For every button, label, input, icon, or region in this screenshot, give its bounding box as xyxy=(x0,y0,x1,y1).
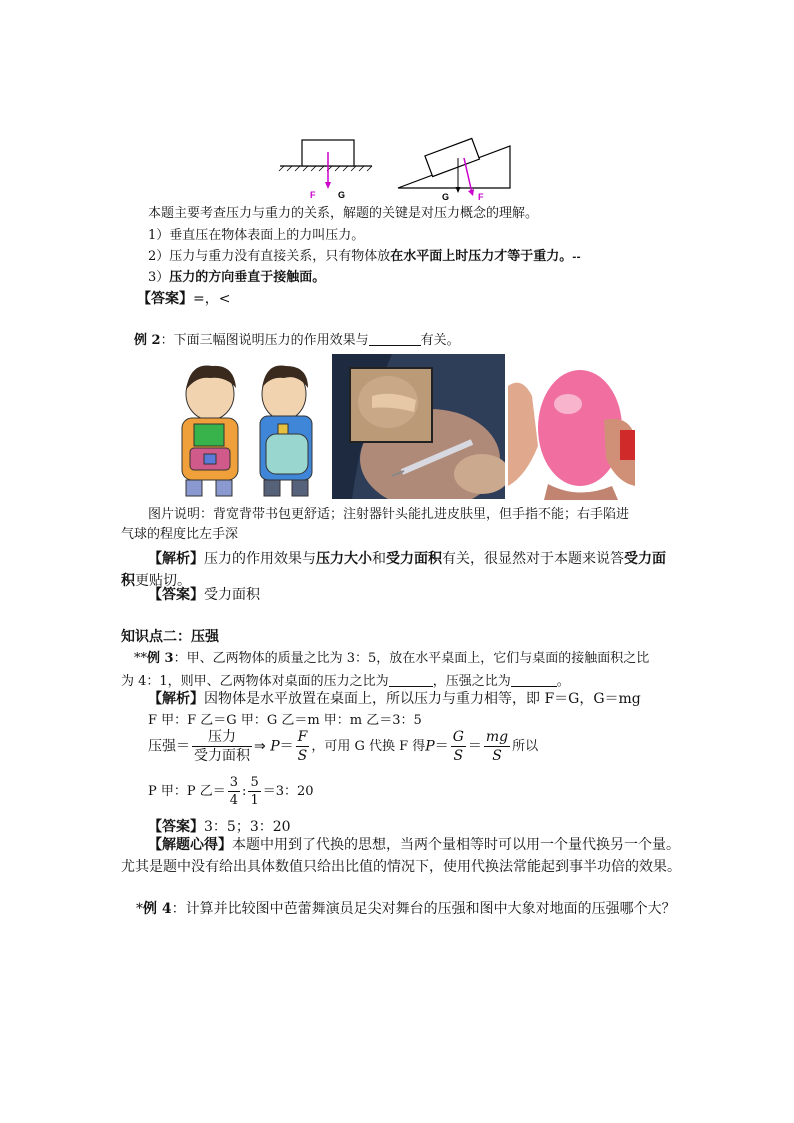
equals-2: ＝ xyxy=(434,738,449,755)
block-right xyxy=(425,138,480,176)
example-3-jiexi-label: 【解析】 xyxy=(148,691,204,707)
jiexi-bold-2: 受力面积 xyxy=(386,551,442,567)
blank-pressure-ratio[interactable] xyxy=(511,674,557,687)
frac-den-area: 受力面积 xyxy=(194,748,250,764)
fraction-3-over-4 xyxy=(228,776,240,807)
example-3-text-b3: 。 xyxy=(556,674,570,689)
example-4-text: ：计算并比较图中芭蕾舞演员足尖对舞台的压强和图中大象对地面的压强哪个大？ xyxy=(171,901,676,917)
formula-tail-text: 所以 xyxy=(512,739,539,754)
frac-den-4: 4 xyxy=(229,793,239,808)
analysis-point-3 xyxy=(148,271,325,284)
answer-2 xyxy=(148,588,260,602)
example-2-text-a: ：下面三幅图说明压力的作用效果与 xyxy=(160,333,369,348)
formula-lhs: 压强＝ xyxy=(148,738,190,755)
symbol-p-1: P xyxy=(270,738,280,755)
answer-1 xyxy=(137,292,230,306)
label-f-left: F xyxy=(310,190,316,200)
point-2-bold: 在水平面上时压力才等于重力。 xyxy=(390,249,573,264)
formula-mid-text: ，可用 G 代换 F 得 xyxy=(311,739,426,754)
jiexi-bold-1: 压力大小 xyxy=(316,551,372,567)
example-3-text-a: ：甲、乙两物体的质量之比为 3：5，放在水平桌面上，它们与桌面的接触面积之比 xyxy=(173,651,650,666)
incline-diagram xyxy=(398,138,510,200)
example-3-ratio-line: F 甲：F 乙＝G 甲：G 乙＝m 甲：m 乙＝3：5 xyxy=(148,713,422,728)
example-3-jiexi-text: 因物体是水平放置在桌面上，所以压力与重力相等，即 F＝G，G＝mg xyxy=(204,691,641,707)
answer-3-label: 【答案】 xyxy=(148,819,204,835)
example-3-text-b2: ，压强之比为 xyxy=(432,674,511,689)
point-3-bold: 压力的方向垂直于接触面。 xyxy=(169,270,326,285)
example-3-stars: ** xyxy=(134,651,147,666)
answer-1-label: 【答案】 xyxy=(137,291,193,307)
solving-insight-text-a: 本题中用到了代换的思想，当两个量相等时可以用一个量代换另一个量。 xyxy=(232,837,680,853)
analysis-point-2 xyxy=(148,250,581,263)
pressure-ratio-formula xyxy=(148,776,314,807)
example-2-analysis-line-2 xyxy=(121,574,191,588)
fraction-5-over-1 xyxy=(248,776,260,807)
equals-3: ＝ xyxy=(467,738,482,755)
jiexi-bold-3: 受力面 xyxy=(624,551,666,567)
point-2-mark: -- xyxy=(572,252,581,263)
solving-insight-label: 【解题心得】 xyxy=(148,837,232,853)
analysis-point-1: 1）垂直压在物体表面上的力叫压力。 xyxy=(148,228,365,243)
section-2-title: 知识点二：压强 xyxy=(121,629,219,645)
frac-num-mg: mg xyxy=(485,729,509,745)
implies-arrow: ⇒ xyxy=(254,738,266,755)
example-2-question xyxy=(134,333,460,347)
frac-den-s-1: S xyxy=(297,748,308,764)
example-3-line-1 xyxy=(134,652,649,665)
example-3-line-2 xyxy=(121,674,570,688)
frac-num-5: 5 xyxy=(250,775,259,790)
jiexi-bold-4: 积 xyxy=(121,573,135,589)
example-2-blank[interactable] xyxy=(369,333,421,346)
example-2-text-b: 有关。 xyxy=(420,333,460,348)
ratio-colon: : xyxy=(242,784,247,799)
frac-den-s-2: S xyxy=(453,748,464,764)
example-3-text-b1: 为 4：1，则甲、乙两物体对桌面的压力之比为 xyxy=(121,674,389,689)
solving-insight-line-1 xyxy=(148,838,680,852)
blank-force-ratio[interactable] xyxy=(389,674,433,687)
example-4-question xyxy=(136,902,676,916)
frac-num-g: G xyxy=(452,729,464,745)
frac-den-s-3: S xyxy=(492,748,502,764)
pressure-formula xyxy=(148,730,538,763)
equals-1: ＝ xyxy=(279,738,294,755)
horizontal-surface-diagram xyxy=(279,140,372,200)
frac-num-force: 压力 xyxy=(192,730,252,747)
jiexi-text-2: 和 xyxy=(372,551,386,567)
answer-1-value: =，< xyxy=(193,291,231,307)
answer-3 xyxy=(148,820,291,834)
example-4-star: * xyxy=(136,901,143,917)
example-2-caption-line-2: 气球的程度比左手深 xyxy=(121,527,239,542)
label-g-right: G xyxy=(442,192,450,200)
example-2-label: 例 2 xyxy=(134,333,161,348)
answer-2-label: 【答案】 xyxy=(148,587,204,603)
example-2-jiexi-label: 【解析】 xyxy=(148,551,204,567)
jiexi-text-4: 更贴切。 xyxy=(135,573,191,589)
example-4-label: 例 4 xyxy=(143,901,172,917)
jiexi-text-1: 压力的作用效果与 xyxy=(204,551,316,567)
p-ratio-lhs: P 甲：P 乙＝ xyxy=(148,784,226,799)
balloon-hands-image xyxy=(508,366,635,500)
symbol-p-2: P xyxy=(425,738,435,755)
solving-insight-line-2: 尤其是题中没有给出具体数值只给出比值的情况下，使用代换法常能起到事半功倍的效果。 xyxy=(121,859,681,875)
force-diagrams xyxy=(270,130,530,200)
point-3-num: 3） xyxy=(148,270,170,285)
fraction-f-over-s xyxy=(296,730,310,763)
fraction-g-over-s xyxy=(451,730,466,763)
point-2-text: 2）压力与重力没有直接关系，只有物体放 xyxy=(148,249,391,264)
answer-2-value: 受力面积 xyxy=(204,587,260,603)
frac-den-1: 1 xyxy=(250,793,259,808)
p-ratio-result: ＝3：20 xyxy=(262,784,314,799)
fraction-force-over-area xyxy=(192,730,252,763)
fraction-mg-over-s xyxy=(484,730,510,763)
frac-num-f: F xyxy=(297,729,308,745)
analysis-intro: 本题主要考查压力与重力的关系，解题的关键是对压力概念的理解。 xyxy=(148,206,539,221)
syringe-finger-image xyxy=(332,354,505,499)
frac-num-3: 3 xyxy=(229,775,239,790)
example-2-analysis-line-1 xyxy=(148,552,666,566)
jiexi-text-3: 有关，很显然对于本题来说答 xyxy=(442,551,624,567)
example-3-analysis xyxy=(148,692,641,706)
example-3-label: 例 3 xyxy=(147,651,174,666)
answer-3-value: 3：5；3：20 xyxy=(204,819,291,835)
label-f-right: F xyxy=(478,192,484,200)
backpack-children-image xyxy=(160,358,330,500)
example-2-caption-line-1: 图片说明：背宽背带书包更舒适；注射器针头能扎进皮肤里，但手指不能；右手陷进 xyxy=(148,507,630,522)
label-g-left: G xyxy=(338,190,346,200)
